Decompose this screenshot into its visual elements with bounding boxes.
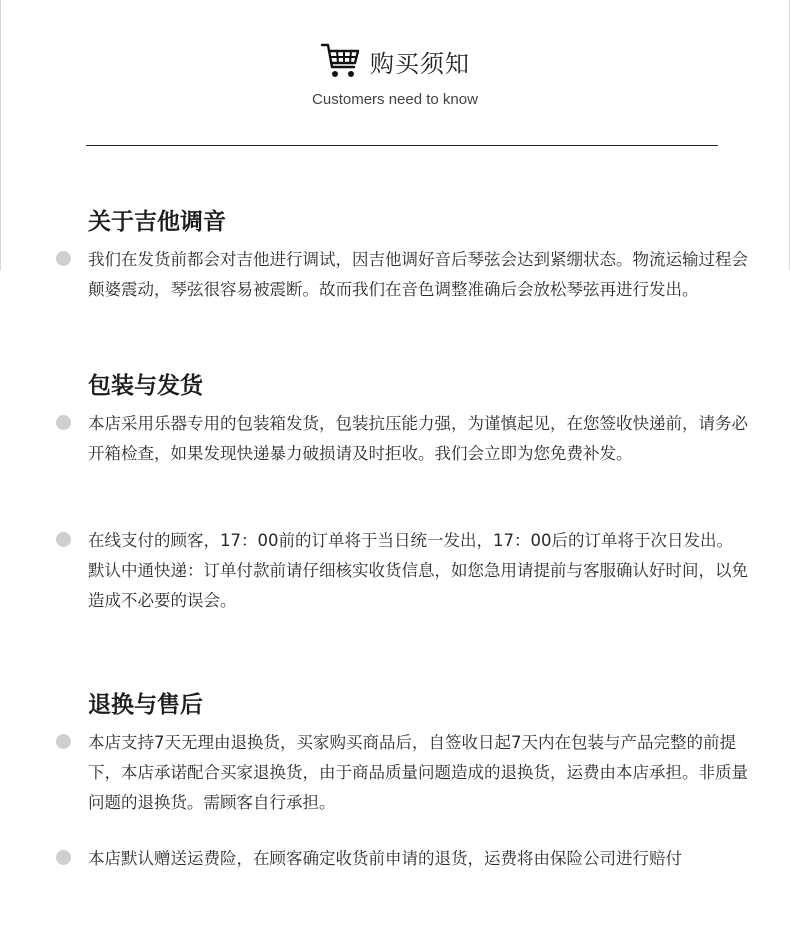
- header: [0, 38, 790, 108]
- list-item: [56, 409, 756, 469]
- list-item-text: 本店采用乐器专用的包装箱发货，包装抗压能力强，为谨慎起见，在您签收快递前，请务必开箱检查，如果发现快递暴力破损请及时拒收。我们会立即为您免费补发。: [88, 414, 748, 463]
- list-item-text: 在线支付的顾客，17：00前的订单将于当日统一发出，17：00后的订单将于次日发出。默认中通快递：订单付款前请仔细核实收货信息，如您急用请提前与客服确认好时间，以免造成不必要的误会。: [88, 531, 748, 610]
- section-title-shipping: 包装与发货: [88, 373, 203, 399]
- section-title-tuning: 关于吉他调音: [88, 209, 226, 235]
- bullet-icon: [56, 532, 71, 547]
- list-item-text: 本店支持7天无理由退换货，买家购买商品后，自签收日起7天内在包装与产品完整的前提下，本店承诺配合买家退换货，由于商品质量问题造成的退换货，运费由本店承担。非质量问题的退换货。需顾客自行承担。: [88, 733, 748, 812]
- list-item: [56, 728, 756, 818]
- page-subtitle: Customers need to know: [312, 91, 478, 108]
- list-item-text: 我们在发货前都会对吉他进行调试，因吉他调好音后琴弦会达到紧绷状态。物流运输过程会颠婆震动，琴弦很容易被震断。故而我们在音色调整准确后会放松琴弦再进行发出。: [88, 250, 748, 299]
- list-item: [56, 844, 756, 874]
- list-item-text: 本店默认赠送运费险，在顾客确定收货前申请的退货，运费将由保险公司进行赔付: [88, 849, 682, 868]
- list-item: [56, 245, 756, 305]
- header-divider: [86, 145, 718, 146]
- shopping-cart-icon: [320, 41, 362, 81]
- section-title-returns: 退换与售后: [88, 692, 203, 718]
- title-row: [320, 38, 470, 84]
- bullet-icon: [56, 734, 71, 749]
- list-item: [56, 526, 756, 616]
- bullet-icon: [56, 850, 71, 865]
- bullet-icon: [56, 415, 71, 430]
- bullet-icon: [56, 251, 71, 266]
- page-title: 购买须知: [370, 49, 470, 78]
